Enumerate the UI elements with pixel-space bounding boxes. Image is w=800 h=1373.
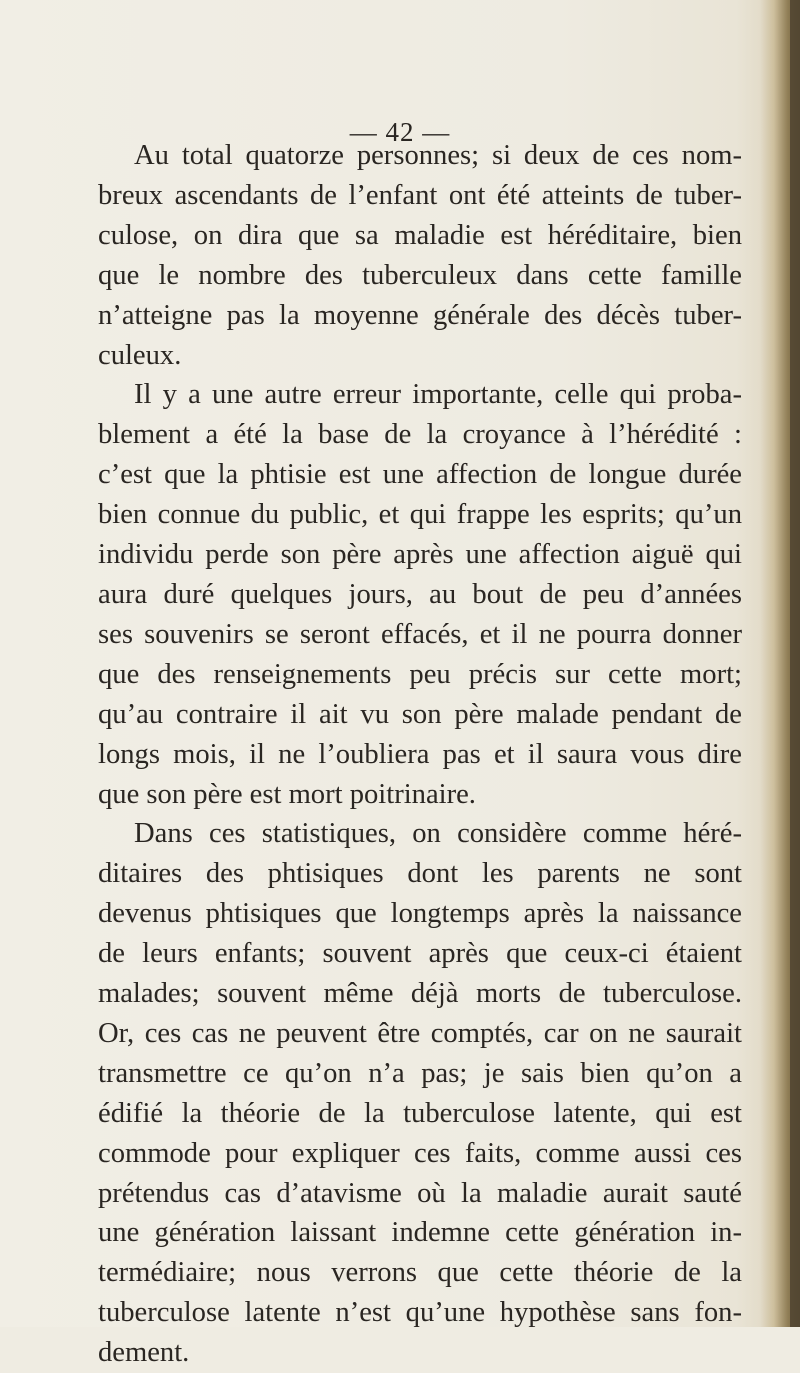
text-line: blement a été la base de la croyance à l’hérédité : bbox=[98, 419, 742, 451]
page-edge-dark bbox=[790, 0, 800, 1327]
text-line: tuberculose latente n’est qu’une hypothèse sans fon- bbox=[98, 1297, 742, 1329]
text-line: ses souvenirs se seront effacés, et il ne pourra donner bbox=[98, 618, 742, 650]
text-line: de leurs enfants; souvent après que ceux-ci étaient bbox=[98, 938, 742, 970]
text-line: culose, on dira que sa maladie est héréditaire, bien bbox=[98, 219, 742, 251]
text-line: Au total quatorze personnes; si deux de ces nom- bbox=[134, 140, 742, 171]
text-line: prétendus cas d’atavisme où la maladie aurait sauté bbox=[98, 1177, 742, 1209]
text-line: devenus phtisiques que longtemps après la naissance bbox=[98, 898, 742, 930]
page-number-header: — 42 — bbox=[349, 117, 451, 147]
text-line: individu perde son père après une affection aiguë qui bbox=[98, 539, 742, 571]
text-line: édifié la théorie de la tuberculose latente, qui est bbox=[98, 1097, 742, 1129]
body-text bbox=[98, 136, 742, 1373]
text-line: longs mois, il ne l’oubliera pas et il saura vous dire bbox=[98, 738, 742, 770]
text-line: qu’au contraire il ait vu son père malade pendant de bbox=[98, 698, 742, 730]
text-line: ditaires des phtisiques dont les parents ne sont bbox=[98, 858, 742, 890]
text-line: malades; souvent même déjà morts de tuberculose. bbox=[98, 978, 742, 1010]
text-line: culeux. bbox=[98, 339, 182, 371]
text-line: Or, ces cas ne peuvent être comptés, car on ne saurait bbox=[98, 1017, 742, 1049]
text-line: que le nombre des tuberculeux dans cette famille bbox=[98, 259, 742, 291]
text-line: aura duré quelques jours, au bout de peu d’années bbox=[98, 578, 742, 610]
text-line: que des renseignements peu précis sur cette mort; bbox=[98, 658, 742, 690]
text-line: Dans ces statistiques, on considère comme héré- bbox=[134, 818, 742, 850]
text-line: que son père est mort poitrinaire. bbox=[98, 778, 476, 810]
text-line: n’atteigne pas la moyenne générale des décès tuber- bbox=[98, 299, 742, 331]
text-line: commode pour expliquer ces faits, comme aussi ces bbox=[98, 1137, 742, 1169]
text-line: une génération laissant indemne cette génération in- bbox=[98, 1217, 742, 1249]
text-line: Il y a une autre erreur importante, celle qui proba- bbox=[134, 379, 742, 411]
text-line: breux ascendants de l’enfant ont été atteints de tuber- bbox=[98, 179, 742, 211]
text-line: dement. bbox=[98, 1337, 190, 1369]
text-line: transmettre ce qu’on n’a pas; je sais bien qu’on a bbox=[98, 1057, 742, 1089]
text-line: bien connue du public, et qui frappe les esprits; qu’un bbox=[98, 499, 742, 531]
text-line: termédiaire; nous verrons que cette théorie de la bbox=[98, 1257, 742, 1289]
text-line: c’est que la phtisie est une affection de longue durée bbox=[98, 459, 742, 491]
